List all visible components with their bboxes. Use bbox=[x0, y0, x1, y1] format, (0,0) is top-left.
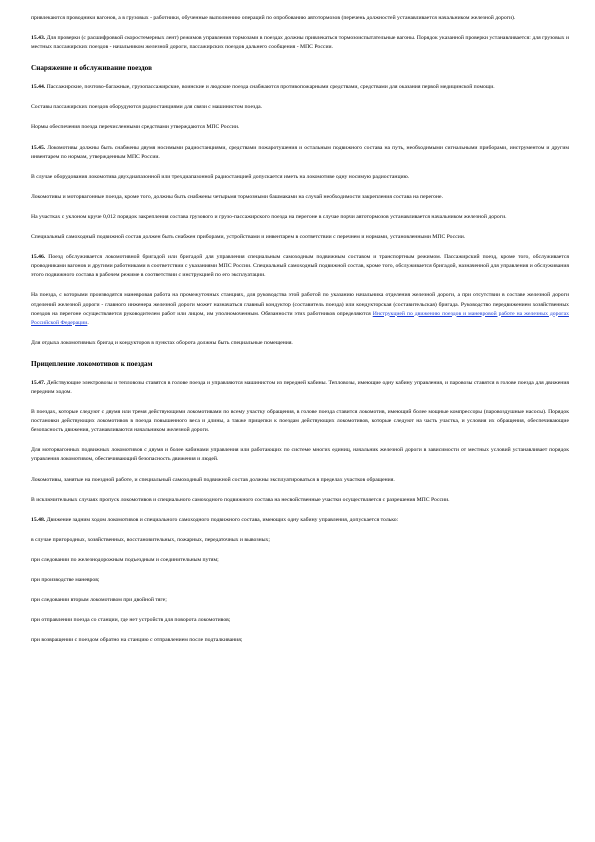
paragraph-text: Движение задним ходом локомотивов и специального самоходного подвижного состава, имеющих одну кабину управления, допускается только: bbox=[45, 516, 399, 523]
paragraph bbox=[31, 213, 569, 222]
paragraph-15-44 bbox=[31, 83, 569, 92]
paragraph bbox=[31, 476, 569, 485]
paragraph-text: Для проверки (с расшифровкой скоростемерных лент) режимов управления тормозами в поездах должны привлекаться тормозоиспытательные вагоны. Порядок указанной проверки устанавливается: для грузовых и местных пассажирских поездов - начальником железной дороги, пассажирских поездов дальнего сообщения - МПС России. bbox=[31, 35, 569, 51]
paragraph-text: при возвращении с поездом обратно на станцию с отправлением после подталкивания; bbox=[31, 637, 243, 644]
clause-number: 15.48. bbox=[31, 516, 46, 523]
paragraph-text: при отправлении поезда со станции, где нет устройств для поворота локомотивов; bbox=[31, 617, 231, 624]
paragraph-text: На поезда, с которыми производятся маневровая работа на промежуточных станциях, для руководства этой работой по указанию начальника отделения железной дороги, а при отсутствии в составе железной дороги отделений железной дороги - главного инженера железной дороги может назначаться главный кондуктор (составитель поезда) или кондукторская (составительская) бригада. Руководство передвижением хозяйственных поездов на перегоне осуществляется руководителем работ или лицом, им уполномоченным. Обязанности этих работников определяются bbox=[31, 292, 569, 317]
list-item bbox=[31, 556, 569, 565]
paragraph-text: На участках с уклоном круче 0,012 порядок закрепления состава грузового и грузо-пассажирского поезда на перегоне в случае порчи автотормозов устанавливается начальником железной дороги. bbox=[31, 213, 507, 220]
paragraph-text: В поездах, которые следуют с двумя или тремя действующими локомотивами по всему участку обращения, в голове поезда ставится локомотив, имеющий более мощные компрессоры (паровоздушные насосы). Порядок постановки действующих локомотивов в поезда повышенного веса и длины, а также прицепки к поездам действующих локомотивов, которые следуют на часть участка, и условия их обращения, обеспечивающие безопасность движения, устанавливаются начальником железной дороги. bbox=[31, 409, 569, 434]
paragraph-text: привлекаются проводники вагонов, а в грузовых - работники, обученные выполнению операций по опробованию автотормозов (перечень должностей устанавливается начальником железной дороги). bbox=[31, 15, 516, 21]
paragraph-text: В случае оборудования локомотива двухдиапазонной или трехдиапазонной радиостанцией допускается иметь на локомотиве одну носимую радиостанцию. bbox=[31, 173, 410, 180]
clause-number: 15.47. bbox=[31, 379, 46, 386]
paragraph-text: Пассажирские, почтово-багажные, грузопассажирские, воинские и людские поезда снабжаются противопожарными средствами, средствами для оказания первой медицинской помощи. bbox=[45, 84, 495, 91]
paragraph-text: Локомотивы, занятые на поездной работе, и специальный самоходный подвижной состав должны эксплуатироваться в пределах участков обращения. bbox=[31, 476, 395, 483]
section-heading-locomotives: Прицепление локомотивов к поездам bbox=[31, 359, 153, 368]
paragraph bbox=[31, 339, 569, 348]
list-item bbox=[31, 536, 569, 545]
paragraph bbox=[31, 496, 569, 505]
clause-number: 15.43. bbox=[31, 35, 46, 42]
paragraph-text: Составы пассажирских поездов оборудуются радиостанциями для связи с машинистом поезда. bbox=[31, 104, 263, 111]
paragraph-text: Специальный самоходный подвижной состав должен быть снабжен приборами, устройствами и инвентарем в соответствии с перечнем и нормами, установленными МПС России. bbox=[31, 234, 466, 241]
paragraph-text: Для отдыха локомотивных бригад и кондукторов в пунктах оборота должны быть специальные помещения. bbox=[31, 339, 293, 346]
paragraph-text: при следовании вторым локомотивом при двойной тяге; bbox=[31, 597, 167, 604]
paragraph-text: Локомотивы и моторвагонные поезда, кроме того, должны быть снабжены четырьмя тормозными башмаками на случай необходимости закрепления состава на перегоне. bbox=[31, 193, 444, 200]
paragraph-15-48 bbox=[31, 516, 569, 525]
document-page bbox=[31, 14, 569, 656]
list-item bbox=[31, 636, 569, 645]
list-item bbox=[31, 596, 569, 605]
paragraph-15-45 bbox=[31, 144, 569, 162]
paragraph-text: Поезд обслуживается локомотивной бригадой или бригадой для управления специальным самоходным подвижным составом и транспортным режимом. Пассажирский поезд, кроме того, обслуживается проводниками вагонов и другими работниками в соответствии с указаниями МПС России. Специальный самоходный подвижной состав, кроме того, обслуживается бригадой, назначенной для управления и обслуживания этого подвижного состава в рабочем режиме в соответствии с инструкцией по его эксплуатации. bbox=[31, 254, 569, 279]
list-item bbox=[31, 616, 569, 625]
paragraph-text: при следовании по железнодорожным подъездным и соединительным путям; bbox=[31, 556, 219, 563]
paragraph bbox=[31, 103, 569, 112]
paragraph-text: Локомотивы должны быть снабжены двумя носимыми радиостанциями, средствами пожаротушения и остальным подвижного состава на путь, необходимыми сигнальными приборами, инструментом и другим инвентарем по нормам, утвержденным МПС России. bbox=[31, 144, 569, 160]
clause-number: 15.46. bbox=[31, 254, 46, 261]
paragraph bbox=[31, 291, 569, 327]
instruction-link[interactable]: Инструкцией по движению поездов и маневровой работе на железных дорогах Российской Федерации bbox=[31, 310, 569, 326]
paragraph bbox=[31, 123, 569, 132]
paragraph-text: Нормы обеспечения поезда перечисленными средствами утверждаются МПС России. bbox=[31, 124, 240, 131]
clause-number: 15.44. bbox=[31, 84, 46, 91]
paragraph-text: при производстве маневров; bbox=[31, 577, 100, 583]
paragraph-15-47 bbox=[31, 379, 569, 397]
paragraph-text: . bbox=[87, 319, 89, 326]
paragraph bbox=[31, 446, 569, 464]
paragraph-text: Действующие электровозы и тепловозы ставятся в голове поезда и управляются машинистом из передней кабины. Тепловозы, имеющие одну кабину управления, и паровозы ставятся в голове поезда для движения передним ходом. bbox=[31, 379, 569, 395]
section-heading-equipment: Снаряжение и обслуживание поездов bbox=[31, 64, 152, 73]
paragraph-15-46 bbox=[31, 253, 569, 280]
clause-number: 15.45. bbox=[31, 144, 46, 151]
list-item bbox=[31, 576, 569, 585]
paragraph bbox=[31, 193, 569, 202]
paragraph bbox=[31, 14, 569, 23]
paragraph-text: Для моторвагонных подвижных локомотивов с двумя и более кабинами управления или работающих по системе многих единиц, начальник железной дороги в зависимости от местных условий устанавливает порядок управления локомотивом, обеспечивающий безопасность движения и людей. bbox=[31, 447, 569, 463]
paragraph bbox=[31, 408, 569, 435]
paragraph bbox=[31, 173, 569, 182]
paragraph-15-43 bbox=[31, 34, 569, 52]
paragraph bbox=[31, 233, 569, 242]
paragraph-text: в случае пригородных, хозяйственных, восстановительных, пожарных, передаточных и вывозных; bbox=[31, 536, 270, 543]
paragraph-text: В исключительных случаях пропуск локомотивов и специального самоходного подвижного состава на несвойственные участки осуществляется с разрешения МПС России. bbox=[31, 496, 450, 503]
